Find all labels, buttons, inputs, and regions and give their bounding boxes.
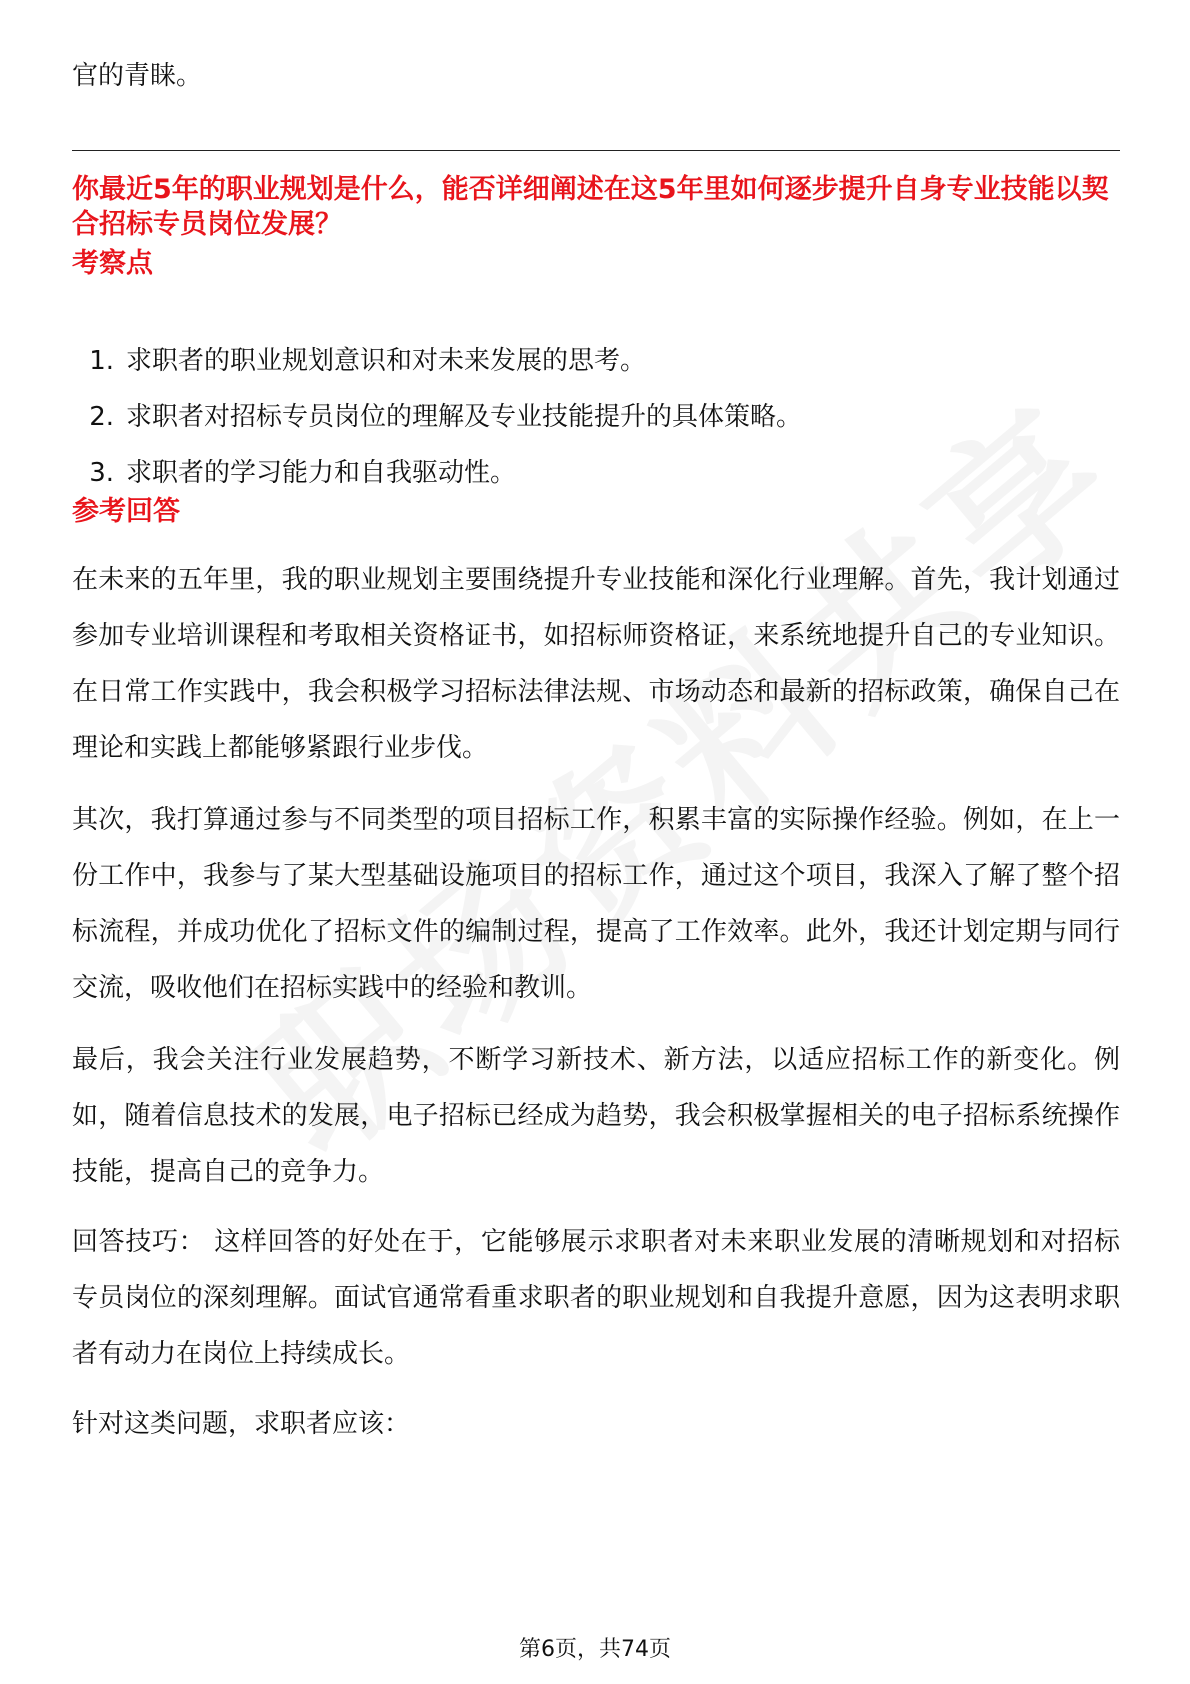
continuation-text: 官的青睐。 [72,61,203,91]
list-item-text: 求职者的职业规划意识和对未来发展的思考。 [126,346,647,376]
question-heading: 你最近5年的职业规划是什么，能否详细阐述在这5年里如何逐步提升自身专业技能以契合招标专员岗位发展？ [72,174,1109,240]
section-divider [72,150,1120,151]
list-item-text: 求职者的学习能力和自我驱动性。 [126,458,517,488]
answer-paragraph: 其次，我打算通过参与不同类型的项目招标工作，积累丰富的实际操作经验。例如，在上一份工作中，我参与了某大型基础设施项目的招标工作，通过这个项目，我深入了解了整个招标流程，并成功优化了招标文件的编制过程，提高了工作效率。此外，我还计划定期与同行交流，吸收他们在招标实践中的经验和教训。 [72,805,1120,1003]
list-item-number: 3. [89,458,114,488]
answer-paragraph: 最后，我会关注行业发展趋势，不断学习新技术、新方法，以适应招标工作的新变化。例如，随着信息技术的发展，电子招标已经成为趋势，我会积极掌握相关的电子招标系统操作技能，提高自己的竞争力。 [72,1045,1120,1187]
answer-title: 参考回答 [72,496,180,527]
list-item [72,333,1112,389]
answer-tip-paragraph: 回答技巧： 这样回答的好处在于，它能够展示求职者对未来职业发展的清晰规划和对招标专员岗位的深刻理解。面试官通常看重求职者的职业规划和自我提升意愿，因为这表明求职者有动力在岗位上持续成长。 [72,1227,1120,1369]
answer-paragraph: 在未来的五年里，我的职业规划主要围绕提升专业技能和深化行业理解。首先，我计划通过参加专业培训课程和考取相关资格证书，如招标师资格证，来系统地提升自己的专业知识。在日常工作实践中，我会积极学习招标法律法规、市场动态和最新的招标政策，确保自己在理论和实践上都能够紧跟行业步伐。 [72,565,1120,763]
assessment-title: 考察点 [72,248,153,279]
list-item-number: 1. [89,346,114,376]
list-item-number: 2. [89,402,114,432]
list-item-text: 求职者对招标专员岗位的理解及专业技能提升的具体策略。 [126,402,803,432]
list-item [72,389,1112,445]
list-item [72,445,1112,501]
assessment-list [72,333,1112,501]
answer-paragraph: 针对这类问题，求职者应该： [72,1409,411,1439]
page-number: 第6页，共74页 [519,1637,671,1662]
